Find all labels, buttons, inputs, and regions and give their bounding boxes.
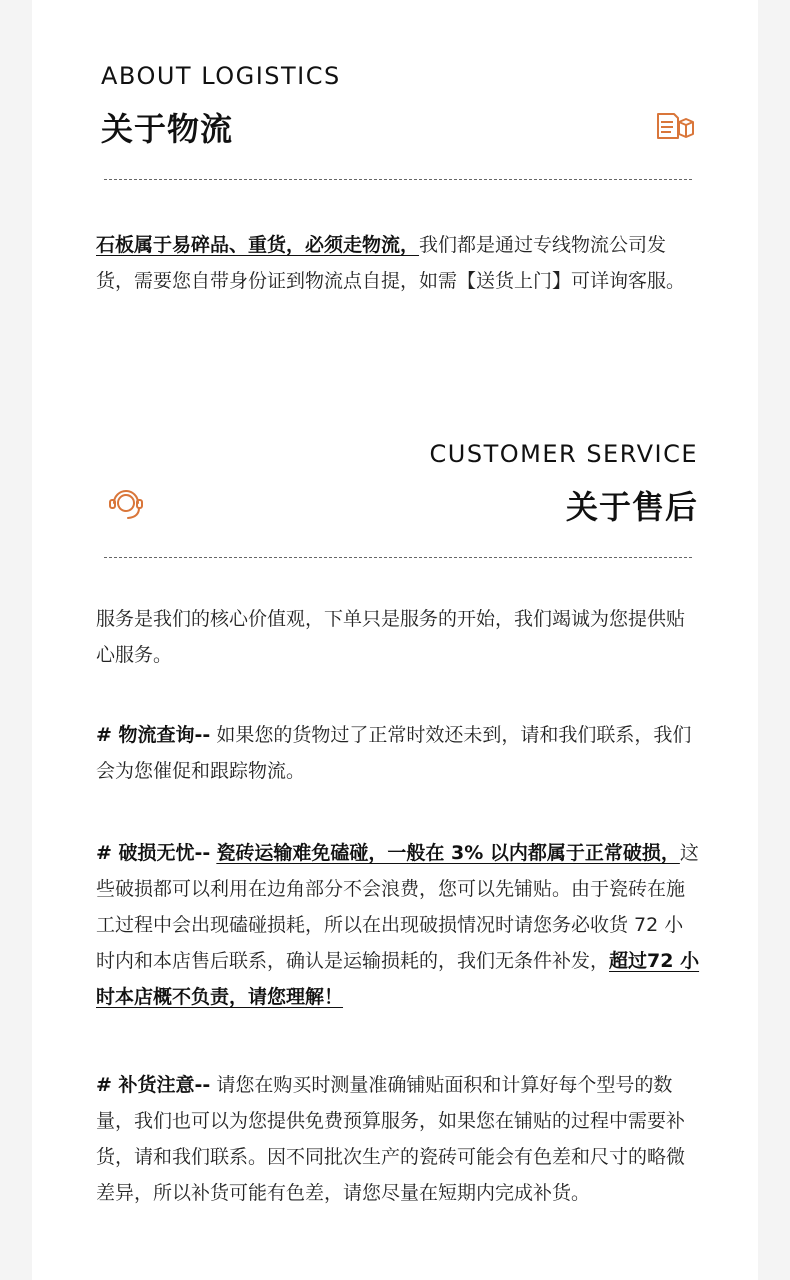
damage-text: 这些破损都可以利用在边角部分不会浪费，您可以先铺贴。由于瓷砖在施工过程中会出现磕碰损耗，所以在出现破损情况时请您务必收货 72 小时内和本店售后联系，确认是运输损耗的，我们无条件补发， [96,842,699,972]
service-en-title: CUSTOMER SERVICE [429,440,698,468]
logistics-body: 我们都是通过专线物流公司发货，需要您自带身份证到物流点自提，如需【送货上门】可详询客服。 [96,234,686,292]
restock-heading: # 补货注意-- [96,1074,211,1096]
logistics-query-heading: # 物流查询-- [96,724,211,746]
logistics-cn-title: 关于物流 [101,110,234,148]
logistics-highlight: 石板属于易碎品、重货，必须走物流， [96,234,420,256]
headset-icon [106,485,146,521]
logistics-divider [104,179,692,180]
damage-paragraph [96,835,700,1015]
logistics-en-title: ABOUT LOGISTICS [101,62,341,90]
service-cn-title: 关于售后 [565,488,698,526]
logistics-query-paragraph [96,717,700,789]
service-divider [104,557,692,558]
restock-paragraph [96,1067,700,1211]
damage-underlined: 瓷砖运输难免磕碰，一般在 3% 以内都属于正常破损， [216,842,680,864]
restock-text: 请您在购买时测量准确铺贴面积和计算好每个型号的数量，我们也可以为您提供免费预算服务，如果您在铺贴的过程中需要补货，请和我们联系。因不同批次生产的瓷砖可能会有色差和尺寸的略微差异，所以补货可能有色差，请您尽量在短期内完成补货。 [96,1074,686,1204]
damage-heading: # 破损无忧-- [96,842,211,864]
service-intro: 服务是我们的核心价值观，下单只是服务的开始，我们竭诚为您提供贴心服务。 [96,608,686,666]
truck-box-icon [655,110,695,142]
logistics-query-text: 如果您的货物过了正常时效还未到，请和我们联系，我们会为您催促和跟踪物流。 [96,724,692,782]
damage-warning: 超过72 小时本店概不负责，请您理解！ [96,950,700,1008]
logistics-paragraph [96,227,700,299]
